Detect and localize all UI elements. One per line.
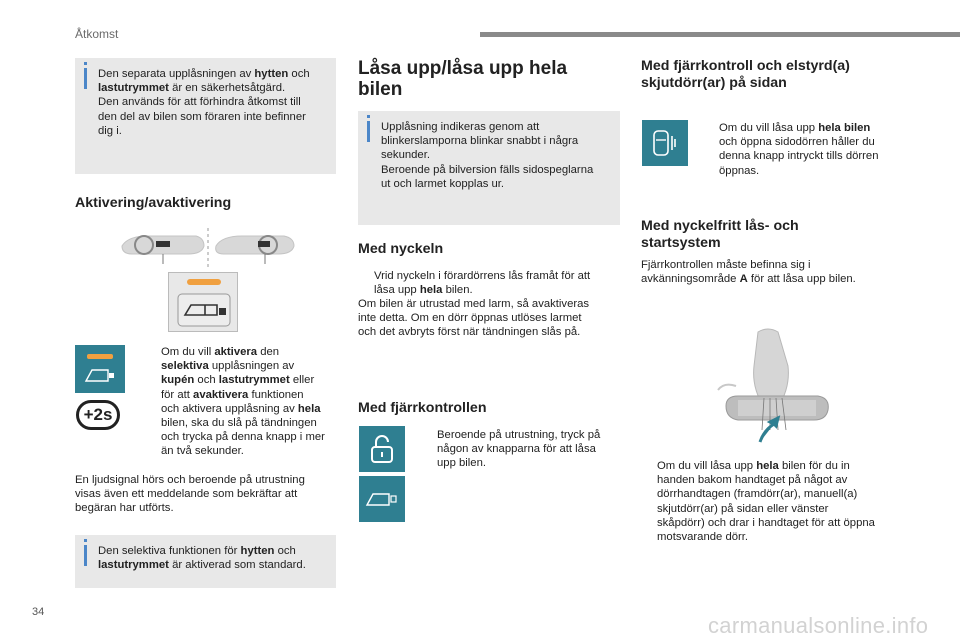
- paragraph-key-alarm: Om bilen är utrustad med larm, så avaktiveras inte detta. Om en dörr öppnas utlöses larmet och det avbryts först när tändningen slås på.: [358, 298, 590, 339]
- info-icon: [84, 545, 87, 566]
- info-box-selective-default: [75, 535, 336, 588]
- section-title: Åtkomst: [75, 27, 119, 41]
- paragraph-audio-signal: En ljudsignal hörs och beroende på utrustning visas även ett meddelande som bekräftar att begäran har utförts.: [75, 474, 305, 515]
- hand-door-handle-illustration: [716, 326, 836, 448]
- info-text: Den separata upplåsningen av hytten och lastutrymmet är en säkerhetsåtgärd. Den används för att förhindra åtkomst till den del av bilen som föraren inte befinner dig i.: [98, 68, 310, 137]
- page-number: 34: [32, 606, 45, 618]
- button-icon-square: [75, 345, 125, 393]
- heading-with-remote: Med fjärrkontrollen: [358, 400, 487, 416]
- bullet-sliding-door: Om du vill låsa upp hela bilen och öppna sidodörren håller du denna knapp intryckt tills dörren öppnas.: [719, 122, 879, 177]
- info-box-separate-unlocking: [75, 58, 336, 174]
- sliding-door-button-square: [642, 120, 688, 166]
- heading-with-key: Med nyckeln: [358, 241, 444, 257]
- van-lock-icon: [84, 365, 116, 385]
- info-icon: [367, 121, 370, 142]
- header-bar: [480, 32, 960, 37]
- van-unlock-icon: [365, 489, 399, 509]
- button-led-indicator: [187, 279, 221, 285]
- bullet-keyless-unlock: Om du vill låsa upp hela bilen för du in handen bakom handtaget på något av dörrhandtagen (framdörr(ar), manuell(a) skjutdörr(ar) på sidan eller vänster skåpdörr) och drar i handtaget för att öppna motsvarande dörr.: [657, 460, 875, 544]
- bullet-key: Vrid nyckeln i förardörrens lås framåt för att låsa upp hela bilen.: [374, 270, 591, 297]
- padlock-open-icon: [369, 434, 395, 464]
- selective-unlock-button-illustration: [168, 272, 238, 332]
- button-led-indicator: [87, 354, 113, 359]
- watermark: carmanualsonline.info: [708, 613, 929, 638]
- heading-remote-sliding-door: Med fjärrkontroll och elstyrd(a) skjutdörr(ar) på sidan: [641, 58, 850, 91]
- info-box-unlock-indication: [358, 111, 620, 225]
- unlock-padlock-icon-square: [359, 426, 405, 472]
- unlock-van-icon-square: [359, 476, 405, 522]
- van-lock-icon: [177, 293, 231, 327]
- sliding-door-icon: [650, 128, 680, 158]
- info-icon: [84, 68, 87, 89]
- info-text: Den selektiva funktionen för hytten och lastutrymmet är aktiverad som standard.: [98, 545, 306, 572]
- heading-activation: Aktivering/avaktivering: [75, 195, 232, 211]
- main-title: Låsa upp/låsa upp hela bilen: [358, 58, 568, 100]
- timer-badge: +2s: [76, 400, 120, 430]
- bullet-remote: Beroende på utrustning, tryck på någon av knapparna för att låsa upp bilen.: [437, 429, 601, 470]
- dashboard-illustration: [118, 224, 298, 272]
- heading-keyless: Med nyckelfritt lås- och startsystem: [641, 218, 799, 251]
- info-text: Upplåsning indikeras genom att blinkerslamporna blinkar snabbt i några sekunder. Beroende på bilversion fälls sidospeglarna ut och larmet kopplas ur.: [381, 121, 594, 190]
- bullet-activate: Om du vill aktivera den selektiva upplåsningen av kupén och lastutrymmet eller för att avaktivera funktionen och aktivera upplåsning av hela bilen, ska du slå på tändningen och trycka på denna knapp i mer än två sekunder.: [161, 346, 325, 458]
- paragraph-keyless-range: Fjärrkontrollen måste befinna sig i avkänningsområde A för att låsa upp bilen.: [641, 259, 856, 286]
